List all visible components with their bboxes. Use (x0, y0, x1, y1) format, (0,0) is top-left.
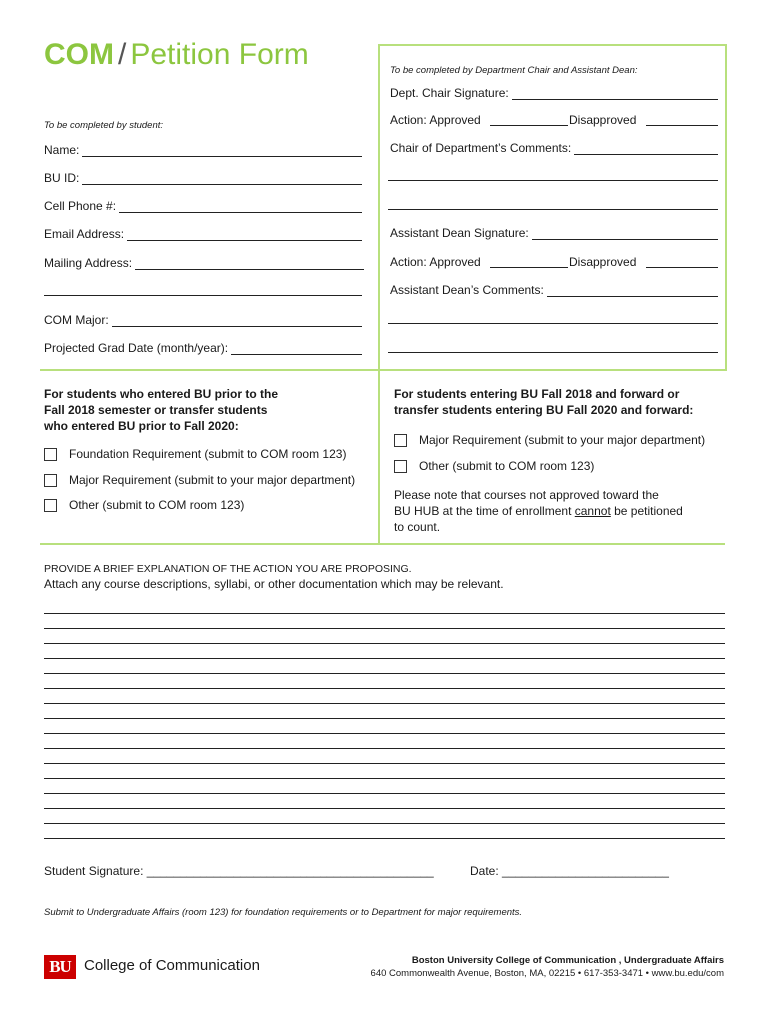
chair-approved-line[interactable] (490, 125, 568, 126)
com-major-field[interactable] (44, 313, 362, 327)
dean-approved-line[interactable] (490, 267, 568, 268)
hub-note-post: be petitioned (610, 504, 683, 518)
approval-note: To be completed by Department Chair and Assistant Dean: (390, 65, 638, 76)
after-heading-line-1: For students entering BU Fall 2018 and forward or (394, 387, 680, 401)
after-major-checkbox[interactable] (394, 434, 407, 447)
dean-action-row (390, 255, 718, 271)
dean-comments-line[interactable] (547, 286, 718, 297)
college-name: College of Communication (84, 957, 260, 974)
foundation-option-label: Foundation Requirement (submit to COM room 123) (69, 447, 347, 461)
hub-note-line-2 (394, 503, 683, 519)
dean-disapproved-line[interactable] (646, 267, 718, 268)
com-major-label: COM Major: (44, 313, 109, 327)
after-2018-heading (394, 386, 724, 418)
hub-note-pre: BU HUB at the time of enrollment (394, 504, 575, 518)
after-other-option-label: Other (submit to COM room 123) (419, 459, 595, 473)
chair-signature-field[interactable] (390, 86, 718, 100)
bu-id-line[interactable] (82, 174, 362, 185)
dean-comments-label: Assistant Dean’s Comments: (390, 283, 544, 297)
dean-disapproved-label: Disapproved (569, 255, 637, 269)
footer-line-2: 640 Commonwealth Avenue, Boston, MA, 02215 • 617-353-3471 • www.bu.edu/com (370, 968, 724, 979)
foundation-checkbox[interactable] (44, 448, 57, 461)
after-option-major[interactable] (394, 433, 705, 447)
cell-phone-label: Cell Phone #: (44, 199, 117, 213)
page-title (44, 40, 309, 70)
explanation-line[interactable] (44, 613, 725, 614)
name-label: Name: (44, 143, 80, 157)
mailing-address-field[interactable] (44, 256, 364, 270)
hub-note (394, 487, 683, 535)
explanation-line[interactable] (44, 808, 725, 809)
explanation-heading: PROVIDE A BRIEF EXPLANATION OF THE ACTION YOU ARE PROPOSING. (44, 563, 412, 575)
name-field[interactable] (44, 143, 362, 157)
title-slash: / (118, 38, 127, 71)
hub-note-cannot: cannot (574, 504, 611, 518)
grad-date-line[interactable] (231, 344, 362, 355)
name-line[interactable] (82, 146, 362, 157)
prior-heading-line-2: Fall 2018 semester or transfer students (44, 403, 268, 417)
prior-heading-line-3: who entered BU prior to Fall 2020: (44, 419, 239, 433)
explanation-line[interactable] (44, 688, 725, 689)
chair-action-row (390, 113, 718, 129)
prior-other-checkbox[interactable] (44, 499, 57, 512)
mailing-address-line-2[interactable] (44, 295, 362, 296)
email-field[interactable] (44, 227, 362, 241)
explanation-line[interactable] (44, 733, 725, 734)
prior-other-option-label: Other (submit to COM room 123) (69, 498, 245, 512)
submit-note: Submit to Undergraduate Affairs (room 123) for foundation requirements or to Department for major requirements. (44, 907, 523, 918)
chair-comments-label: Chair of Department’s Comments: (390, 141, 572, 155)
explanation-line[interactable] (44, 823, 725, 824)
explanation-line[interactable] (44, 778, 725, 779)
bu-logo: BU (44, 955, 76, 979)
prior-option-other[interactable] (44, 498, 244, 512)
bu-id-field[interactable] (44, 171, 362, 185)
email-label: Email Address: (44, 227, 125, 241)
after-heading-line-2: transfer students entering BU Fall 2020 and forward: (394, 403, 694, 417)
dean-comments-field[interactable] (390, 283, 718, 297)
grad-date-label: Projected Grad Date (month/year): (44, 341, 229, 355)
section-divider-bottom (40, 543, 725, 545)
title-petition-form: Petition Form (130, 38, 309, 71)
chair-comments-line[interactable] (574, 144, 718, 155)
student-note: To be completed by student: (44, 120, 164, 131)
explanation-line[interactable] (44, 703, 725, 704)
chair-disapproved-label: Disapproved (569, 113, 637, 127)
explanation-line[interactable] (44, 673, 725, 674)
bu-id-label: BU ID: (44, 171, 80, 185)
chair-comments-field[interactable] (390, 141, 718, 155)
explanation-line[interactable] (44, 628, 725, 629)
dean-comments-line-3[interactable] (388, 352, 718, 353)
dean-signature-field[interactable] (390, 226, 718, 240)
cell-phone-field[interactable] (44, 199, 362, 213)
com-major-line[interactable] (112, 316, 362, 327)
chair-action-approved-label: Action: Approved (390, 113, 481, 127)
explanation-line[interactable] (44, 838, 725, 839)
dean-signature-line[interactable] (532, 229, 718, 240)
after-other-checkbox[interactable] (394, 460, 407, 473)
title-com: COM (44, 38, 114, 71)
chair-signature-line[interactable] (512, 89, 718, 100)
explanation-line[interactable] (44, 793, 725, 794)
prior-2018-heading (44, 386, 374, 434)
after-option-other[interactable] (394, 459, 594, 473)
grad-date-field[interactable] (44, 341, 362, 355)
date-field[interactable]: Date: _________________________ (470, 864, 669, 878)
chair-comments-line-2[interactable] (388, 180, 718, 181)
section-divider-top (40, 369, 725, 371)
prior-option-foundation[interactable] (44, 447, 346, 461)
dean-comments-line-2[interactable] (388, 323, 718, 324)
chair-disapproved-line[interactable] (646, 125, 718, 126)
dean-action-approved-label: Action: Approved (390, 255, 481, 269)
footer-line-1: Boston University College of Communication , Undergraduate Affairs (411, 955, 724, 966)
cell-phone-line[interactable] (119, 202, 362, 213)
mailing-address-label: Mailing Address: (44, 256, 133, 270)
explanation-line[interactable] (44, 643, 725, 644)
after-major-option-label: Major Requirement (submit to your major department) (419, 433, 706, 447)
chair-signature-label: Dept. Chair Signature: (390, 86, 509, 100)
dean-signature-label: Assistant Dean Signature: (390, 226, 529, 240)
column-divider (378, 369, 380, 544)
chair-comments-line-3[interactable] (388, 209, 718, 210)
student-signature-field[interactable]: Student Signature: ___________________________________________ (44, 864, 434, 878)
explanation-line[interactable] (44, 763, 725, 764)
prior-option-major[interactable] (44, 473, 355, 487)
hub-note-line-1: Please note that courses not approved toward the (394, 488, 659, 502)
explanation-line[interactable] (44, 748, 725, 749)
mailing-address-line[interactable] (135, 259, 364, 270)
prior-major-option-label: Major Requirement (submit to your major department) (69, 473, 356, 487)
prior-major-checkbox[interactable] (44, 474, 57, 487)
prior-heading-line-1: For students who entered BU prior to the (44, 387, 279, 401)
explanation-line[interactable] (44, 718, 725, 719)
hub-note-line-3: to count. (394, 520, 441, 534)
explanation-subheading: Attach any course descriptions, syllabi, or other documentation which may be relevant. (44, 577, 504, 591)
email-line[interactable] (127, 230, 362, 241)
explanation-line[interactable] (44, 658, 725, 659)
